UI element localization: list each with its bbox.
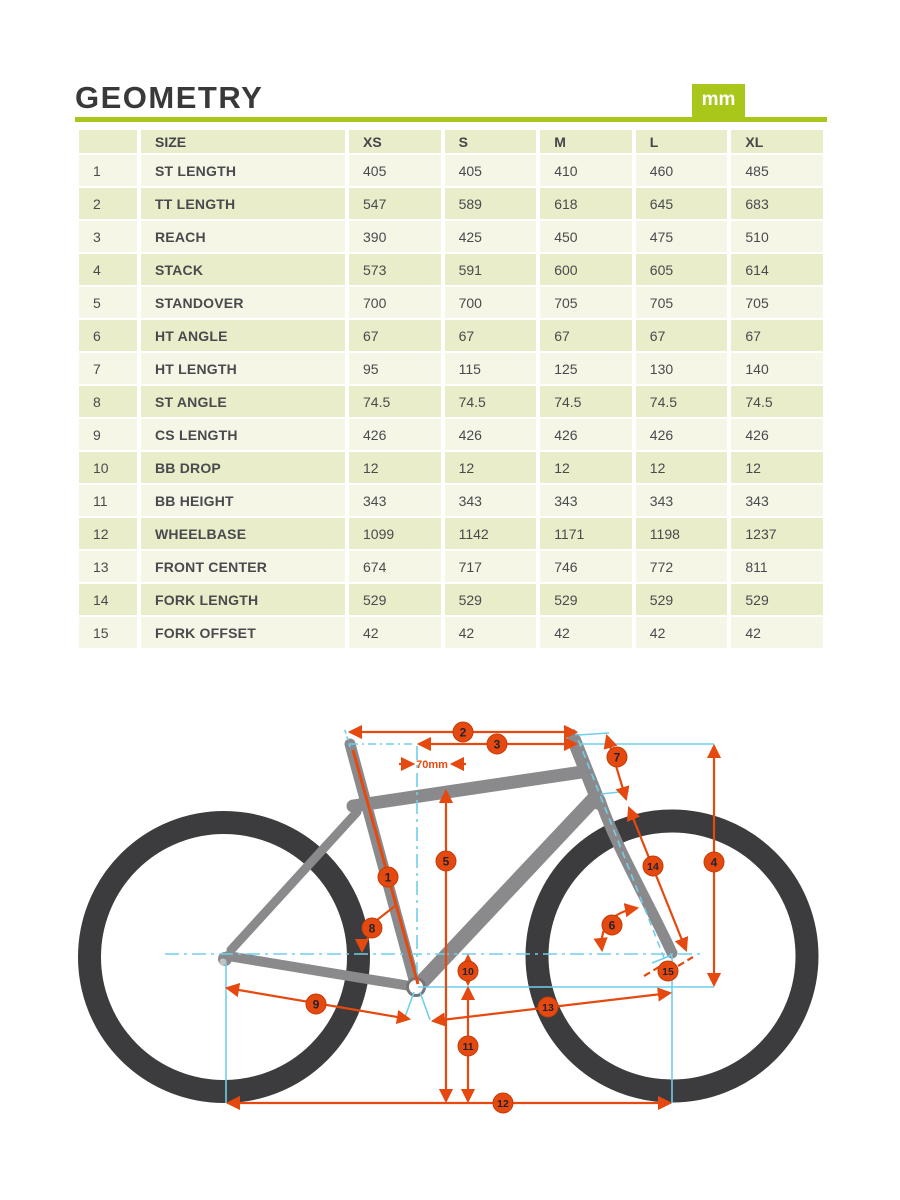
cell-s: 405 bbox=[445, 155, 537, 186]
svg-text:3: 3 bbox=[493, 737, 501, 752]
row-number: 13 bbox=[79, 551, 137, 582]
marker-3 bbox=[487, 734, 507, 754]
table-row bbox=[79, 155, 823, 186]
table-row bbox=[79, 551, 823, 582]
svg-text:9: 9 bbox=[312, 997, 320, 1012]
ht-ext-top bbox=[578, 733, 609, 735]
spec-label: CS LENGTH bbox=[141, 419, 345, 450]
cell-s: 700 bbox=[445, 287, 537, 318]
spec-label: WHEELBASE bbox=[141, 518, 345, 549]
table-row bbox=[79, 287, 823, 318]
cell-l: 426 bbox=[636, 419, 728, 450]
cell-m: 12 bbox=[540, 452, 632, 483]
row-number: 8 bbox=[79, 386, 137, 417]
table-row bbox=[79, 617, 823, 648]
cell-m: 529 bbox=[540, 584, 632, 615]
cell-m: 426 bbox=[540, 419, 632, 450]
marker-2 bbox=[453, 722, 473, 742]
bike-geometry-diagram bbox=[0, 700, 900, 1170]
cell-xs: 1099 bbox=[349, 518, 441, 549]
cell-l: 74.5 bbox=[636, 386, 728, 417]
cell-xs: 426 bbox=[349, 419, 441, 450]
cell-xs: 67 bbox=[349, 320, 441, 351]
table-header-row bbox=[79, 130, 823, 153]
table-row bbox=[79, 419, 823, 450]
unit-badge: mm bbox=[692, 84, 745, 117]
cell-l: 705 bbox=[636, 287, 728, 318]
cell-xl: 811 bbox=[731, 551, 823, 582]
cell-l: 475 bbox=[636, 221, 728, 252]
marker-14 bbox=[643, 856, 663, 876]
marker-10 bbox=[458, 961, 478, 981]
cell-xs: 529 bbox=[349, 584, 441, 615]
spec-label: FRONT CENTER bbox=[141, 551, 345, 582]
cell-xs: 74.5 bbox=[349, 386, 441, 417]
spec-label: HT LENGTH bbox=[141, 353, 345, 384]
bb-v-right bbox=[420, 992, 430, 1020]
row-number: 11 bbox=[79, 485, 137, 516]
cell-m: 74.5 bbox=[540, 386, 632, 417]
row-number: 4 bbox=[79, 254, 137, 285]
cell-l: 645 bbox=[636, 188, 728, 219]
cell-xl: 705 bbox=[731, 287, 823, 318]
cell-s: 74.5 bbox=[445, 386, 537, 417]
spec-label: STANDOVER bbox=[141, 287, 345, 318]
dim-fork-offset-b bbox=[678, 957, 693, 966]
cell-s: 67 bbox=[445, 320, 537, 351]
cell-s: 425 bbox=[445, 221, 537, 252]
row-number: 14 bbox=[79, 584, 137, 615]
svg-text:15: 15 bbox=[662, 966, 674, 978]
table-row bbox=[79, 254, 823, 285]
cell-s: 717 bbox=[445, 551, 537, 582]
spec-label: FORK LENGTH bbox=[141, 584, 345, 615]
table-row bbox=[79, 584, 823, 615]
cell-xs: 343 bbox=[349, 485, 441, 516]
cell-xl: 74.5 bbox=[731, 386, 823, 417]
table-row bbox=[79, 452, 823, 483]
header-s: S bbox=[445, 130, 537, 153]
down-tube bbox=[418, 800, 593, 986]
marker-13 bbox=[538, 997, 558, 1017]
construction-lines bbox=[165, 727, 714, 1103]
marker-1 bbox=[378, 867, 398, 887]
cell-m: 600 bbox=[540, 254, 632, 285]
cell-xs: 573 bbox=[349, 254, 441, 285]
cell-l: 1198 bbox=[636, 518, 728, 549]
row-number: 3 bbox=[79, 221, 137, 252]
cell-xl: 485 bbox=[731, 155, 823, 186]
cell-m: 343 bbox=[540, 485, 632, 516]
marker-11 bbox=[458, 1036, 478, 1056]
marker-15 bbox=[658, 961, 678, 981]
svg-text:4: 4 bbox=[710, 855, 718, 870]
svg-text:6: 6 bbox=[608, 918, 616, 933]
svg-text:5: 5 bbox=[442, 854, 450, 869]
cell-xs: 674 bbox=[349, 551, 441, 582]
cell-l: 130 bbox=[636, 353, 728, 384]
cell-l: 772 bbox=[636, 551, 728, 582]
marker-5 bbox=[436, 851, 456, 871]
cell-xs: 405 bbox=[349, 155, 441, 186]
table-row bbox=[79, 320, 823, 351]
cell-s: 589 bbox=[445, 188, 537, 219]
row-number: 2 bbox=[79, 188, 137, 219]
cell-xl: 67 bbox=[731, 320, 823, 351]
cell-s: 115 bbox=[445, 353, 537, 384]
spec-label: HT ANGLE bbox=[141, 320, 345, 351]
header-m: M bbox=[540, 130, 632, 153]
cell-l: 529 bbox=[636, 584, 728, 615]
row-number: 12 bbox=[79, 518, 137, 549]
page-title: GEOMETRY bbox=[75, 80, 264, 115]
cell-xs: 547 bbox=[349, 188, 441, 219]
cell-xl: 42 bbox=[731, 617, 823, 648]
spec-label: ST ANGLE bbox=[141, 386, 345, 417]
cell-xl: 614 bbox=[731, 254, 823, 285]
table-row bbox=[79, 386, 823, 417]
table-row bbox=[79, 188, 823, 219]
cell-l: 67 bbox=[636, 320, 728, 351]
header-xl: XL bbox=[731, 130, 823, 153]
title-underline-bar bbox=[75, 117, 827, 122]
cell-xl: 343 bbox=[731, 485, 823, 516]
geometry-table bbox=[75, 128, 827, 650]
svg-text:2: 2 bbox=[459, 725, 467, 740]
cell-xs: 700 bbox=[349, 287, 441, 318]
cell-m: 410 bbox=[540, 155, 632, 186]
cell-m: 450 bbox=[540, 221, 632, 252]
cell-xl: 510 bbox=[731, 221, 823, 252]
cell-s: 426 bbox=[445, 419, 537, 450]
dim-fork-offset-a bbox=[644, 967, 659, 976]
cell-m: 746 bbox=[540, 551, 632, 582]
cell-m: 618 bbox=[540, 188, 632, 219]
cell-s: 529 bbox=[445, 584, 537, 615]
cell-m: 42 bbox=[540, 617, 632, 648]
cell-xs: 95 bbox=[349, 353, 441, 384]
cell-xs: 42 bbox=[349, 617, 441, 648]
cell-xl: 426 bbox=[731, 419, 823, 450]
marker-4 bbox=[704, 852, 724, 872]
cell-xs: 12 bbox=[349, 452, 441, 483]
table-row bbox=[79, 221, 823, 252]
row-number: 6 bbox=[79, 320, 137, 351]
bb-v-left bbox=[404, 992, 414, 1020]
cell-xs: 390 bbox=[349, 221, 441, 252]
row-number: 1 bbox=[79, 155, 137, 186]
marker-9 bbox=[306, 994, 326, 1014]
top-tube bbox=[353, 772, 582, 806]
spec-label: REACH bbox=[141, 221, 345, 252]
header-xs: XS bbox=[349, 130, 441, 153]
cell-xl: 12 bbox=[731, 452, 823, 483]
cell-s: 591 bbox=[445, 254, 537, 285]
table-row bbox=[79, 485, 823, 516]
marker-12 bbox=[493, 1093, 513, 1113]
svg-text:11: 11 bbox=[462, 1041, 474, 1053]
cell-l: 343 bbox=[636, 485, 728, 516]
table-row bbox=[79, 353, 823, 384]
cell-m: 1171 bbox=[540, 518, 632, 549]
cell-l: 460 bbox=[636, 155, 728, 186]
cell-m: 125 bbox=[540, 353, 632, 384]
chain-stay bbox=[228, 956, 416, 987]
svg-text:13: 13 bbox=[542, 1002, 554, 1014]
row-number: 7 bbox=[79, 353, 137, 384]
cell-s: 12 bbox=[445, 452, 537, 483]
cell-s: 343 bbox=[445, 485, 537, 516]
row-number: 5 bbox=[79, 287, 137, 318]
row-number: 9 bbox=[79, 419, 137, 450]
row-number: 15 bbox=[79, 617, 137, 648]
marker-8 bbox=[362, 918, 382, 938]
spec-label: STACK bbox=[141, 254, 345, 285]
cell-xl: 1237 bbox=[731, 518, 823, 549]
svg-text:14: 14 bbox=[647, 861, 659, 873]
table-row bbox=[79, 518, 823, 549]
cell-xl: 529 bbox=[731, 584, 823, 615]
spec-label: TT LENGTH bbox=[141, 188, 345, 219]
cell-m: 67 bbox=[540, 320, 632, 351]
spec-label: ST LENGTH bbox=[141, 155, 345, 186]
cell-s: 42 bbox=[445, 617, 537, 648]
cell-xl: 140 bbox=[731, 353, 823, 384]
header-l: L bbox=[636, 130, 728, 153]
svg-text:8: 8 bbox=[368, 921, 376, 936]
dim-ht-length bbox=[607, 736, 626, 799]
cell-xl: 683 bbox=[731, 188, 823, 219]
spec-label: BB HEIGHT bbox=[141, 485, 345, 516]
cell-m: 705 bbox=[540, 287, 632, 318]
marker-7 bbox=[607, 747, 627, 767]
spec-label: FORK OFFSET bbox=[141, 617, 345, 648]
spec-label: BB DROP bbox=[141, 452, 345, 483]
cell-l: 12 bbox=[636, 452, 728, 483]
header-size: SIZE bbox=[141, 130, 345, 153]
marker-6 bbox=[602, 915, 622, 935]
svg-text:1: 1 bbox=[384, 870, 392, 885]
offset-70mm-label: 70mm bbox=[416, 759, 448, 771]
svg-text:10: 10 bbox=[462, 966, 474, 978]
svg-text:7: 7 bbox=[613, 750, 621, 765]
cell-l: 42 bbox=[636, 617, 728, 648]
svg-text:12: 12 bbox=[497, 1098, 509, 1110]
cell-s: 1142 bbox=[445, 518, 537, 549]
cell-l: 605 bbox=[636, 254, 728, 285]
row-number: 10 bbox=[79, 452, 137, 483]
header-empty bbox=[79, 130, 137, 153]
